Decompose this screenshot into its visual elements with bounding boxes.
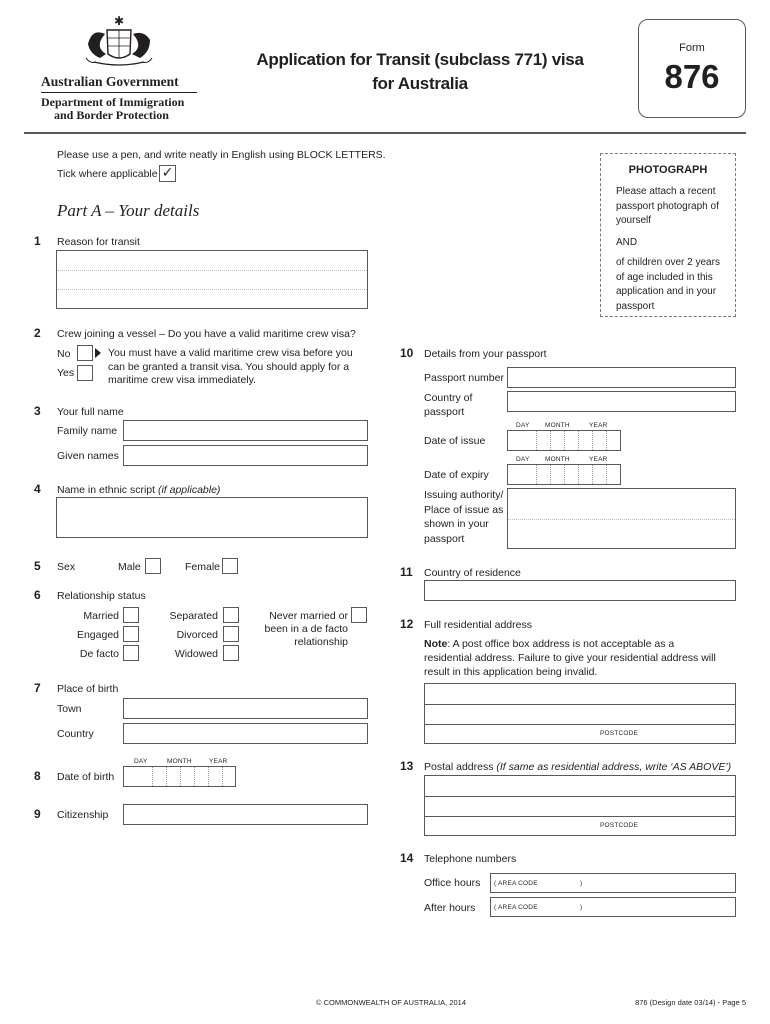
residential-postcode-label: POSTCODE	[600, 730, 639, 737]
birth-country-field[interactable]	[123, 723, 368, 744]
q2-no-checkbox[interactable]	[77, 345, 93, 361]
given-names-field[interactable]	[123, 445, 368, 466]
engaged-checkbox[interactable]	[123, 626, 139, 642]
office-phone-field[interactable]	[490, 873, 736, 893]
q4-label-italic: (if applicable)	[157, 484, 221, 496]
dept-line-1: Department of Immigration	[41, 95, 185, 109]
never-married-line-1: Never married or	[269, 610, 348, 622]
q10-number: 10	[400, 346, 414, 360]
married-checkbox[interactable]	[123, 607, 139, 623]
never-married-line-2: been in a de facto	[264, 623, 348, 635]
family-name-label: Family name	[57, 425, 118, 437]
q4-label-text: Name in ethnic script	[57, 484, 156, 496]
photo-text-1: Please attach a recent passport photograph of yourself	[616, 186, 719, 226]
form-number: 876	[664, 58, 720, 95]
q4-label	[57, 484, 220, 496]
passport-country-field[interactable]	[507, 391, 736, 412]
passport-country-line-1: Country of	[424, 392, 473, 404]
form-number-box	[638, 19, 746, 118]
gov-rule	[41, 92, 197, 93]
footer-copyright: © COMMONWEALTH OF AUSTRALIA, 2014	[316, 998, 466, 1007]
header-rule	[24, 132, 746, 134]
expiry-year-label: YEAR	[589, 456, 608, 463]
q8-number: 8	[34, 769, 41, 783]
tick-label: Tick where applicable	[57, 168, 158, 180]
never-married-checkbox[interactable]	[351, 607, 367, 623]
part-a-heading: Part A – Your details	[57, 201, 200, 220]
country-label: Country	[57, 728, 94, 740]
photo-text-2: of children over 2 years of age included in this application and in your passport	[616, 257, 720, 312]
postal-address-field[interactable]	[424, 775, 736, 836]
gov-line: Australian Government	[41, 74, 179, 89]
divorced-label: Divorced	[176, 629, 218, 641]
date-of-expiry-label: Date of expiry	[424, 469, 489, 481]
date-of-issue-field[interactable]	[507, 430, 621, 451]
expiry-month-label: MONTH	[545, 456, 570, 463]
q2-yes-label: Yes	[57, 367, 75, 379]
q3-label: Your full name	[57, 406, 124, 418]
q12-label: Full residential address	[424, 619, 532, 631]
q12-note-bold: Note	[424, 638, 448, 650]
after-area-code-close: )	[580, 904, 583, 911]
coat-of-arms-icon	[80, 14, 158, 70]
q12-note	[424, 637, 724, 679]
arrow-right-icon	[95, 348, 101, 358]
never-married-line-3: relationship	[294, 636, 348, 648]
separated-checkbox[interactable]	[223, 607, 239, 623]
country-of-residence-field[interactable]	[424, 580, 736, 601]
female-checkbox[interactable]	[222, 558, 238, 574]
given-names-label: Given names	[57, 450, 119, 462]
authority-line-2: Place of issue as	[424, 504, 504, 516]
q2-number: 2	[34, 326, 41, 340]
authority-line-1: Issuing authority/	[424, 489, 504, 501]
q4-number: 4	[34, 482, 41, 496]
crest-logo	[80, 14, 158, 70]
photo-heading: PHOTOGRAPH	[628, 164, 708, 176]
q14-number: 14	[400, 851, 414, 865]
q8-label: Date of birth	[57, 771, 115, 783]
q7-number: 7	[34, 681, 41, 695]
dob-month-label: MONTH	[167, 758, 192, 765]
q2-no-label: No	[57, 348, 71, 360]
divorced-checkbox[interactable]	[223, 626, 239, 642]
tick-example-box	[159, 165, 176, 182]
town-label: Town	[57, 703, 82, 715]
form-title-line-1: Application for Transit (subclass 771) visa	[256, 50, 584, 69]
q10-label: Details from your passport	[424, 348, 547, 360]
defacto-label: De facto	[79, 648, 119, 660]
engaged-label: Engaged	[76, 629, 119, 641]
q6-number: 6	[34, 588, 41, 602]
q11-label: Country of residence	[424, 567, 521, 579]
residential-address-field[interactable]	[424, 683, 736, 744]
separated-label: Separated	[169, 610, 218, 622]
citizenship-field[interactable]	[123, 804, 368, 825]
after-hours-phone-field[interactable]	[490, 897, 736, 917]
family-name-field[interactable]	[123, 420, 368, 441]
q13-number: 13	[400, 759, 414, 773]
q12-number: 12	[400, 617, 414, 631]
q7-label: Place of birth	[57, 683, 119, 695]
passport-number-field[interactable]	[507, 367, 736, 388]
birth-town-field[interactable]	[123, 698, 368, 719]
q5-label: Sex	[57, 561, 76, 573]
after-area-code-label: ( AREA CODE	[494, 904, 538, 911]
instructions-text: Please use a pen, and write neatly in English using BLOCK LETTERS.	[57, 149, 386, 161]
widowed-label: Widowed	[174, 648, 218, 660]
q9-label: Citizenship	[57, 809, 109, 821]
q2-yes-checkbox[interactable]	[77, 365, 93, 381]
footer-page: 876 (Design date 03/14) - Page 5	[635, 998, 746, 1007]
q11-number: 11	[400, 565, 413, 579]
q2-label: Crew joining a vessel – Do you have a valid maritime crew visa?	[57, 328, 356, 340]
tick-mark-icon: ✓	[161, 165, 174, 181]
q9-number: 9	[34, 807, 41, 821]
married-label: Married	[83, 610, 119, 622]
passport-country-line-2: passport	[424, 406, 465, 418]
q1-number: 1	[34, 234, 41, 248]
dept-line-2: and Border Protection	[54, 108, 169, 122]
form-title-line-2: for Australia	[372, 74, 468, 93]
issue-day-label: DAY	[516, 422, 530, 429]
after-hours-label: After hours	[424, 902, 476, 914]
passport-number-label: Passport number	[424, 372, 504, 384]
q6-label: Relationship status	[57, 590, 146, 602]
ethnic-name-field[interactable]	[56, 497, 368, 538]
postal-postcode-label: POSTCODE	[600, 822, 639, 829]
office-hours-label: Office hours	[424, 877, 481, 889]
q13-label	[424, 761, 731, 773]
issuing-authority-field[interactable]	[507, 488, 736, 549]
date-of-issue-label: Date of issue	[424, 435, 486, 447]
q5-number: 5	[34, 559, 41, 573]
q3-number: 3	[34, 404, 41, 418]
office-area-code-label: ( AREA CODE	[494, 880, 538, 887]
office-area-code-close: )	[580, 880, 583, 887]
reason-for-transit-field[interactable]	[56, 250, 368, 309]
widowed-checkbox[interactable]	[223, 645, 239, 661]
female-label: Female	[185, 561, 221, 573]
q12-note-text: : A post office box address is not acceptable as a residential address. Failure to give your residential address will result in this application being invalid.	[424, 638, 716, 678]
male-checkbox[interactable]	[145, 558, 161, 574]
date-of-expiry-field[interactable]	[507, 464, 621, 485]
svg-text:✱: ✱	[113, 14, 125, 28]
dob-day-label: DAY	[134, 758, 148, 765]
form-label: Form	[679, 42, 705, 54]
issue-year-label: YEAR	[589, 422, 608, 429]
photo-and: AND	[616, 237, 638, 248]
authority-line-3: shown in your	[424, 518, 489, 530]
q14-label: Telephone numbers	[424, 853, 517, 865]
dob-year-label: YEAR	[209, 758, 228, 765]
male-label: Male	[118, 561, 141, 573]
issue-month-label: MONTH	[545, 422, 570, 429]
defacto-checkbox[interactable]	[123, 645, 139, 661]
date-of-birth-field[interactable]	[123, 766, 236, 787]
authority-line-4: passport	[424, 533, 465, 545]
expiry-day-label: DAY	[516, 456, 530, 463]
q13-label-italic: (If same as residential address, write ‘AS ABOVE’)	[496, 761, 732, 773]
q1-label: Reason for transit	[57, 236, 140, 248]
q13-label-text: Postal address	[424, 761, 494, 773]
q2-note: You must have a valid maritime crew visa before you can be granted a transit visa. You should apply for a maritime crew visa immediately.	[108, 347, 353, 386]
